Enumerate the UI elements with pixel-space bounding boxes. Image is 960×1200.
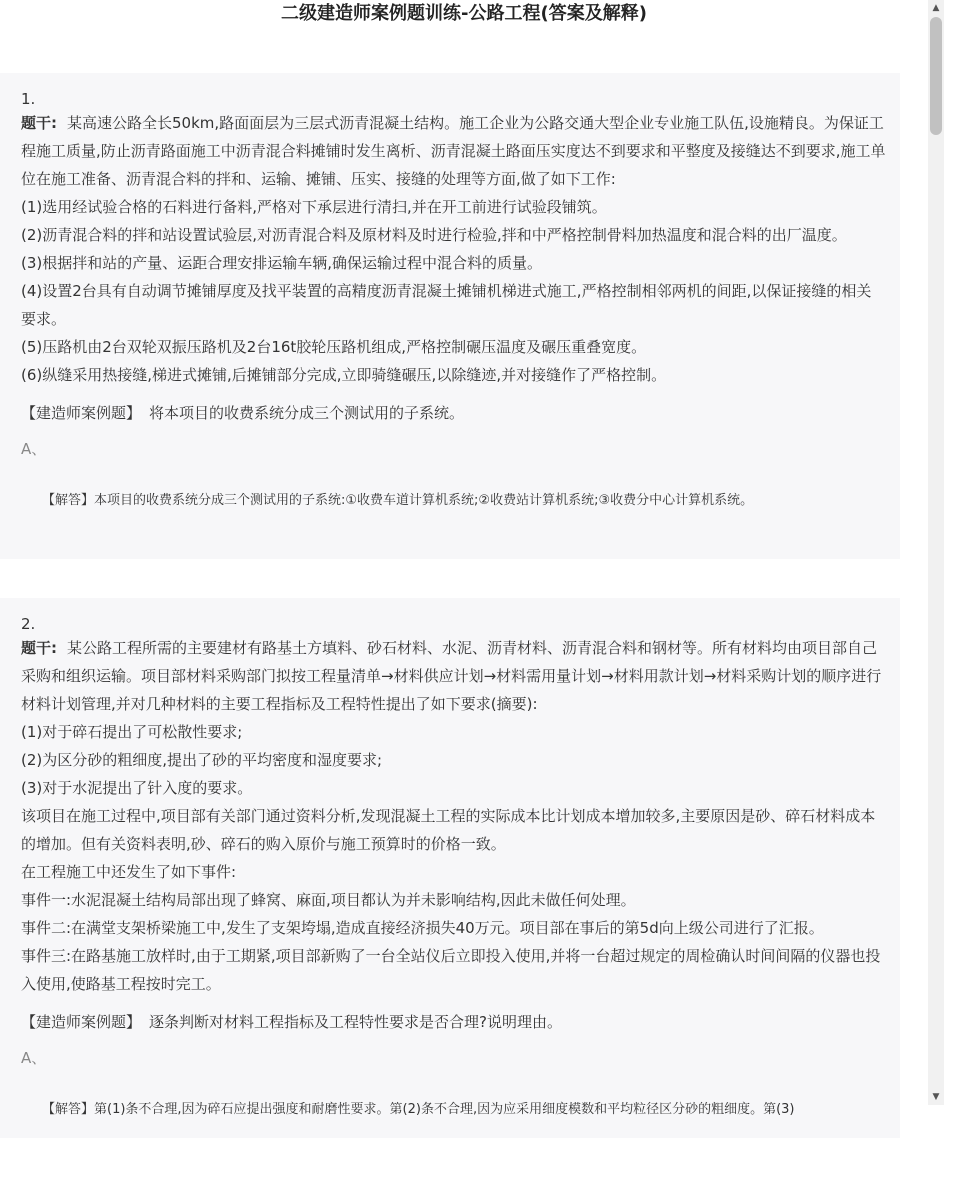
question-stem	[21, 109, 886, 389]
answer-option[interactable]: A、	[21, 440, 47, 458]
stem-paragraph	[21, 109, 886, 193]
question-ask	[21, 1008, 900, 1036]
answer-explanation: 【解答】第(1)条不合理,因为碎石应提出强度和耐磨性要求。第(2)条不合理,因为应采用细度模数和平均粒径区分砂的粗细度。第(3)	[42, 1102, 795, 1117]
stem-label: 题干:	[21, 639, 57, 657]
scroll-up-arrow-icon[interactable]: ▲	[932, 3, 940, 13]
ask-text: 将本项目的收费系统分成三个测试用的子系统。	[149, 404, 465, 422]
stem-paragraph: 事件三:在路基施工放样时,由于工期紧,项目部新购了一台全站仪后立即投入使用,并将一台超过规定的周检确认时间间隔的仪器也投入使用,使路基工程按时完工。	[21, 947, 881, 993]
stem-paragraph: (4)设置2台具有自动调节摊铺厚度及找平装置的高精度沥青混凝土摊铺机梯进式施工,严格控制相邻两机的间距,以保证接缝的相关要求。	[21, 282, 872, 328]
ask-tag: 【建造师案例题】	[21, 1013, 142, 1031]
stem-paragraph: (5)压路机由2台双轮双振压路机及2台16t胶轮压路机组成,严格控制碾压温度及碾压重叠宽度。	[21, 338, 647, 356]
stem-paragraph: (6)纵缝采用热接缝,梯进式摊铺,后摊铺部分完成,立即骑缝碾压,以除缝迹,并对接缝作了严格控制。	[21, 366, 667, 384]
stem-label: 题干:	[21, 114, 57, 132]
question-number: 2.	[21, 615, 36, 633]
stem-paragraph: 事件一:水泥混凝土结构局部出现了蜂窝、麻面,项目都认为并未影响结构,因此未做任何处理。	[21, 891, 636, 909]
question-number: 1.	[21, 90, 36, 108]
question-card-1	[0, 73, 900, 559]
answer-option[interactable]: A、	[21, 1049, 47, 1067]
stem-paragraph: (2)沥青混合料的拌和站设置试验层,对沥青混合料及原材料及时进行检验,拌和中严格控制骨料加热温度和混合料的出厂温度。	[21, 226, 847, 244]
ask-tag: 【建造师案例题】	[21, 404, 142, 422]
ask-text: 逐条判断对材料工程指标及工程特性要求是否合理?说明理由。	[149, 1013, 562, 1031]
vertical-scrollbar[interactable]	[928, 0, 944, 1105]
question-card-2	[0, 598, 900, 1138]
stem-paragraph: 事件二:在满堂支架桥梁施工中,发生了支架垮塌,造成直接经济损失40万元。项目部在事后的第5d向上级公司进行了汇报。	[21, 919, 824, 937]
stem-paragraph: (1)选用经试验合格的石料进行备料,严格对下承层进行清扫,并在开工前进行试验段铺筑。	[21, 198, 607, 216]
question-ask	[21, 399, 900, 427]
question-stem	[21, 634, 886, 998]
stem-paragraph	[21, 634, 886, 718]
stem-paragraph: 在工程施工中还发生了如下事件:	[21, 863, 237, 881]
scroll-down-arrow-icon[interactable]: ▼	[932, 1092, 940, 1102]
stem-paragraph: 该项目在施工过程中,项目部有关部门通过资料分析,发现混凝土工程的实际成本比计划成本增加较多,主要原因是砂、碎石材料成本的增加。但有关资料表明,砂、碎石的购入原价与施工预算时的价格一致。	[21, 807, 876, 853]
stem-text: 某高速公路全长50km,路面面层为三层式沥青混凝土结构。施工企业为公路交通大型企业专业施工队伍,设施精良。为保证工程施工质量,防止沥青路面施工中沥青混合料摊铺时发生离析、沥青混凝土路面压实度达不到要求和平整度及接缝达不到要求,施工单位在施工准备、沥青混合料的拌和、运输、摊铺、压实、接缝的处理等方面,做了如下工作:	[21, 114, 886, 188]
answer-explanation: 【解答】本项目的收费系统分成三个测试用的子系统:①收费车道计算机系统;②收费站计算机系统;③收费分中心计算机系统。	[42, 493, 754, 508]
stem-paragraph: (3)根据拌和站的产量、运距合理安排运输车辆,确保运输过程中混合料的质量。	[21, 254, 543, 272]
stem-paragraph: (3)对于水泥提出了针入度的要求。	[21, 779, 253, 797]
stem-paragraph: (1)对于碎石提出了可松散性要求;	[21, 723, 243, 741]
page-title: 二级建造师案例题训练-公路工程(答案及解释)	[281, 3, 647, 24]
stem-text: 某公路工程所需的主要建材有路基土方填料、砂石材料、水泥、沥青材料、沥青混合料和钢材等。所有材料均由项目部自己采购和组织运输。项目部材料采购部门拟按工程量清单→材料供应计划→材料需用量计划→材料用款计划→材料采购计划的顺序进行材料计划管理,并对几种材料的主要工程指标及工程特性提出了如下要求(摘要):	[21, 639, 882, 713]
stem-paragraph: (2)为区分砂的粗细度,提出了砂的平均密度和湿度要求;	[21, 751, 383, 769]
scrollbar-thumb[interactable]	[930, 17, 942, 135]
